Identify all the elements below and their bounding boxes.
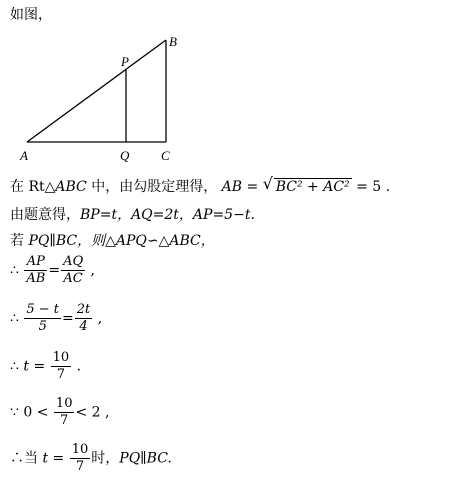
radicand: BC² + AC²: [275, 179, 350, 195]
text-conclusion: PQ∥BC.: [119, 450, 172, 467]
text-when: ∴当: [10, 450, 38, 467]
fraction: $\frac{10}{7}$: [52, 350, 70, 382]
fraction: $\frac{AQ}{AC}$: [63, 254, 84, 286]
sqrt-expression: [262, 174, 352, 196]
pythagoras-line: [10, 174, 391, 196]
label-a: A: [20, 148, 28, 163]
ratio-line: ∴ $\frac{AP}{AB}$ = $\frac{AQ}{AC}$ ,: [10, 254, 96, 286]
var-t: t: [42, 450, 49, 467]
label-c: C: [161, 148, 170, 163]
therefore-symbol: ∴: [10, 262, 19, 279]
text-mid: 中，由勾股定理得，: [86, 179, 218, 195]
label-p: P: [121, 54, 129, 69]
fraction: $\frac{5 - t}{5}$: [26, 302, 60, 334]
therefore-symbol: ∴: [10, 358, 19, 375]
text-given-body: BP=t，AQ=2t，AP=5−t.: [80, 207, 255, 223]
text-condition: PQ∥BC，则△APQ∽△ABC，: [28, 233, 215, 249]
text-eq: =: [242, 179, 263, 195]
var-t: t: [23, 358, 30, 375]
text-range-pre: 0 <: [23, 404, 49, 421]
fraction: $\frac{10}{7}$: [71, 442, 89, 474]
side-ab: [27, 40, 166, 142]
text-rt: 在 Rt△: [10, 179, 56, 195]
given-line: [10, 206, 255, 224]
because-symbol: ∵: [10, 404, 19, 421]
fraction: $\frac{10}{7}$: [55, 396, 73, 428]
fraction: $\frac{AP}{AB}$: [26, 254, 46, 286]
fraction: $\frac{2t}{4}$: [76, 302, 91, 334]
solution-t-line: ∴ t = $\frac{10}{7}$ .: [10, 350, 82, 382]
text-time: 时，: [91, 450, 120, 467]
text-ab: AB: [221, 179, 243, 195]
range-line: ∵ 0 < $\frac{10}{7}$ < 2 ,: [10, 396, 110, 428]
triangle-figure: [0, 0, 449, 170]
label-q: Q: [120, 148, 130, 163]
sqrt-icon: √: [262, 174, 273, 193]
label-b: B: [169, 34, 177, 49]
text-result: = 5 .: [351, 179, 391, 195]
therefore-symbol: ∴: [10, 310, 19, 327]
conclusion-line: ∴当 t = $\frac{10}{7}$ 时，PQ∥BC.: [10, 442, 172, 474]
text-if: 若: [10, 233, 29, 249]
substitution-line: ∴ $\frac{5 - t}{5}$ = $\frac{2t}{4}$ ,: [10, 302, 103, 334]
condition-line: [10, 232, 215, 250]
text-given: 由题意得，: [10, 207, 80, 223]
text-abc: ABC: [55, 179, 87, 195]
intro-text: 如图，: [10, 7, 52, 23]
